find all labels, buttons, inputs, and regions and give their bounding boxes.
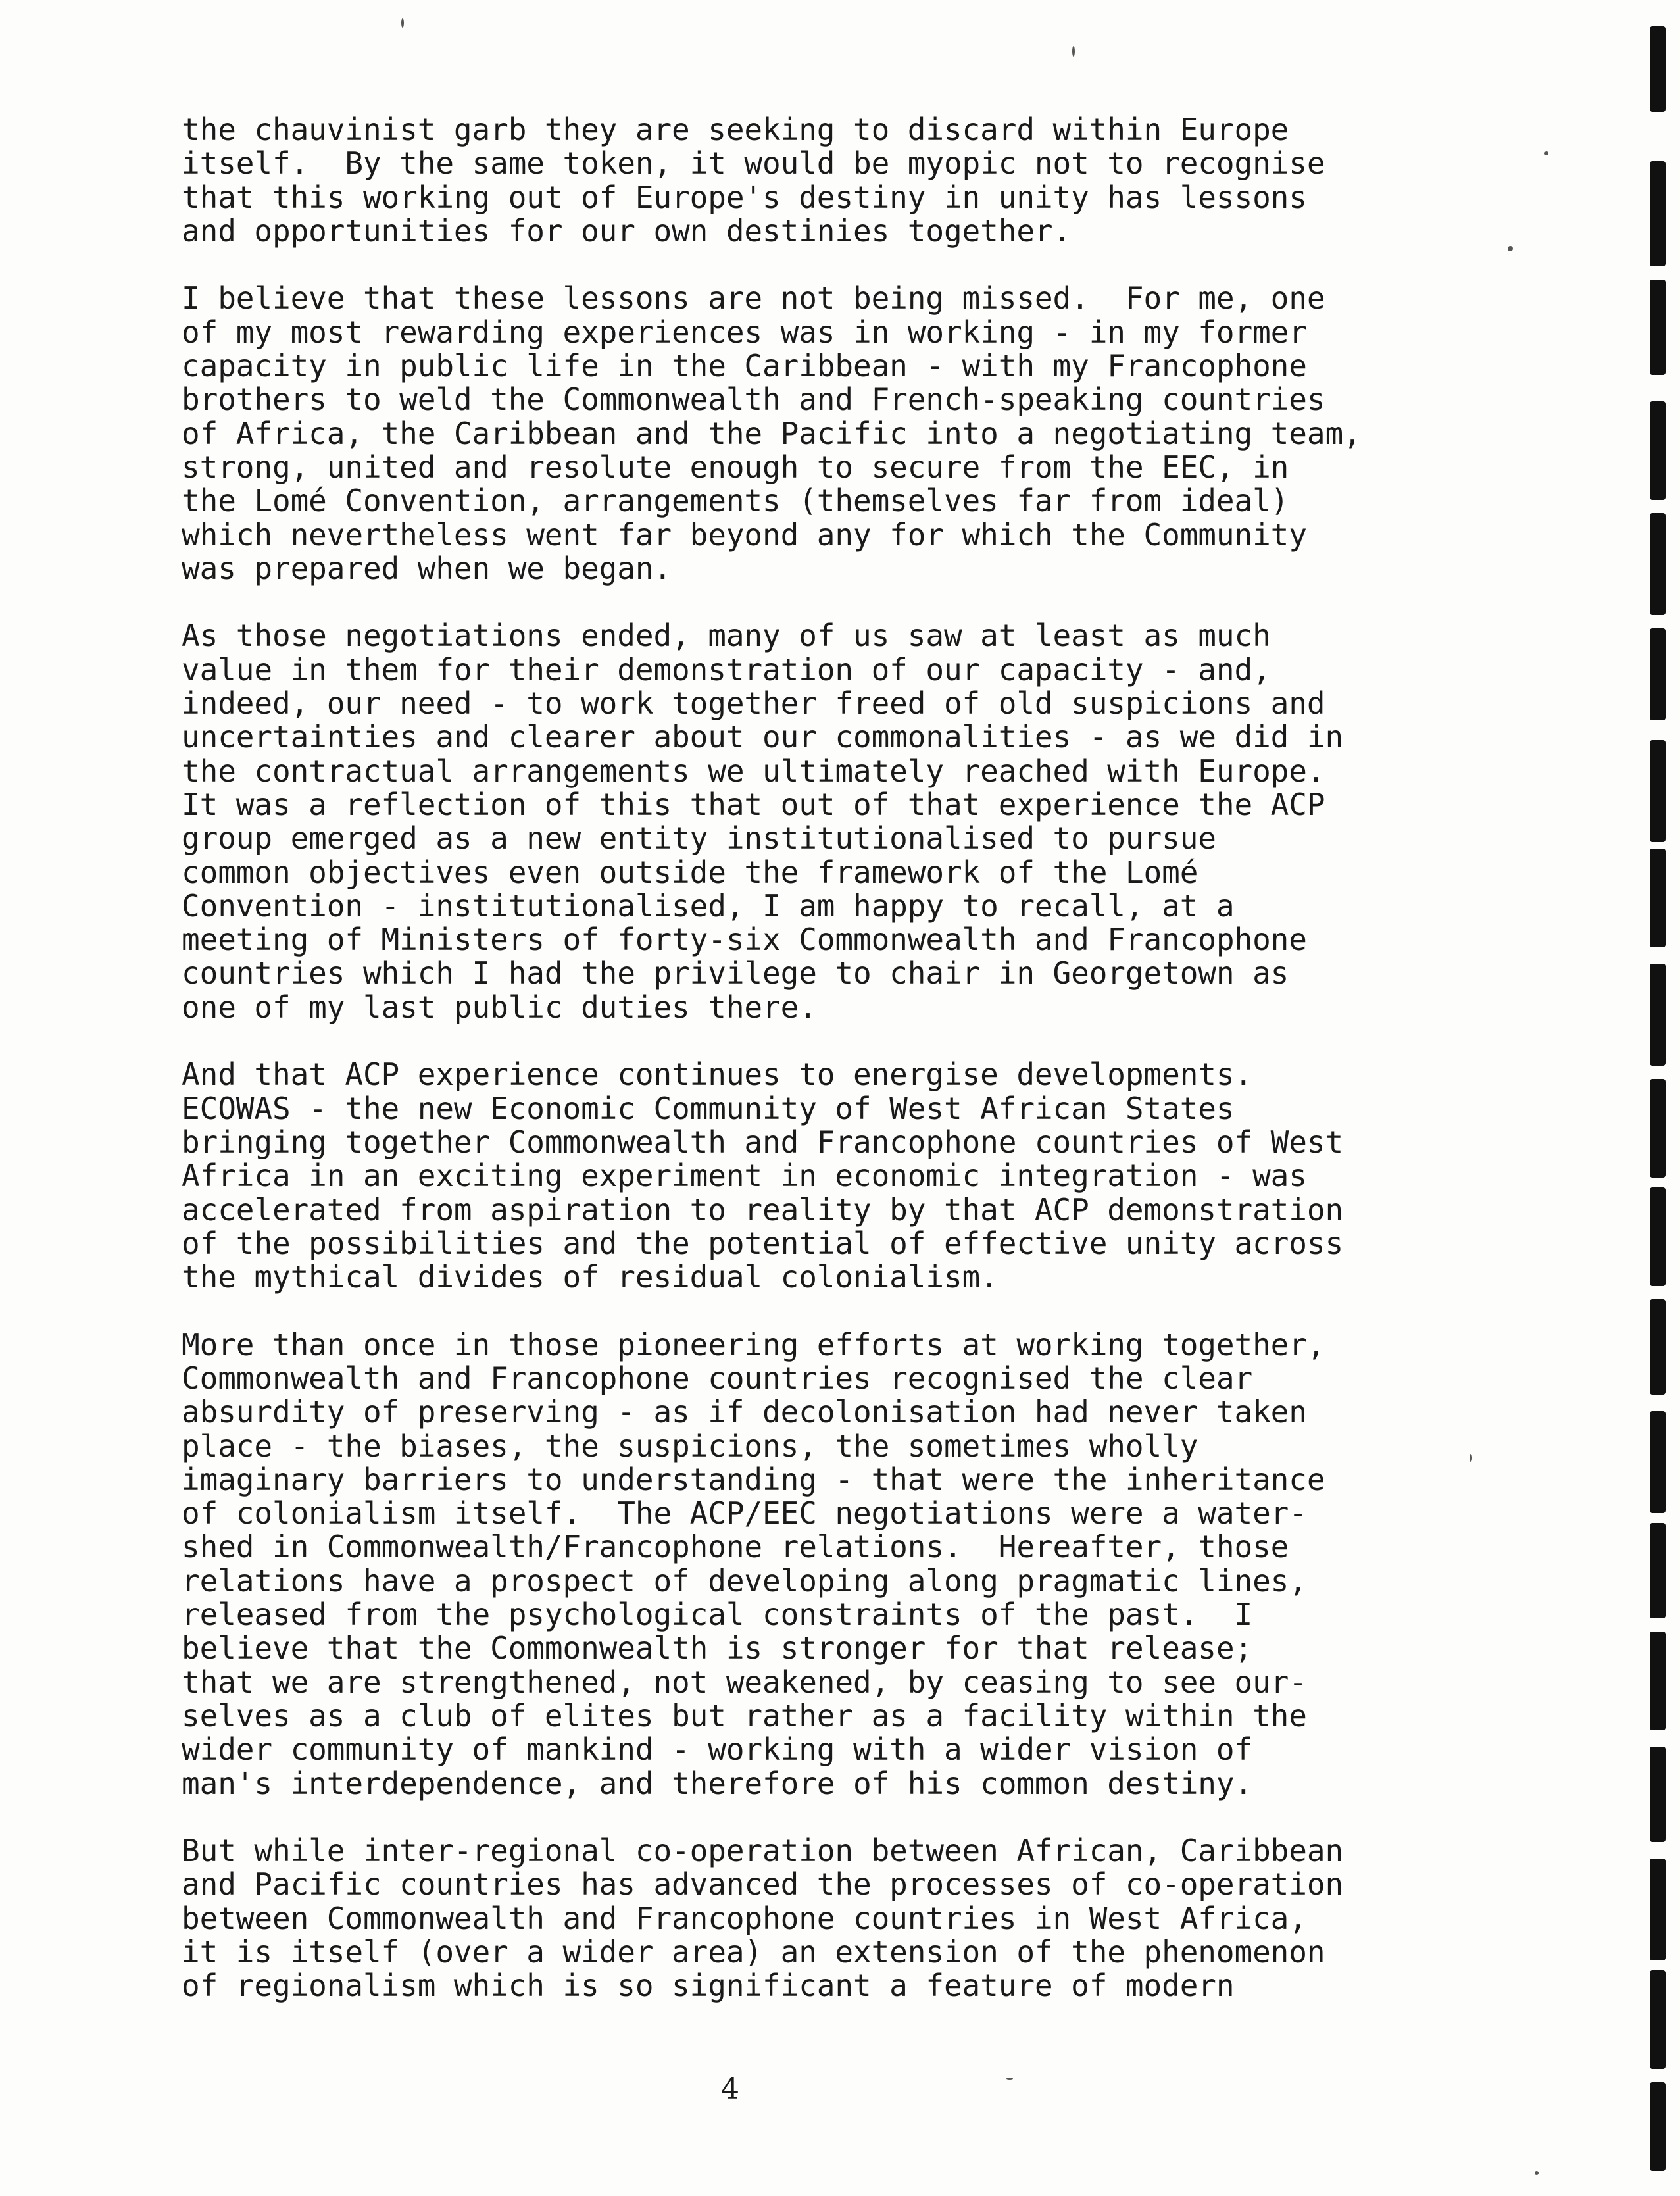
text-line: man's interdependence, and therefore of his common destiny. xyxy=(182,1765,1253,1801)
body-text xyxy=(182,113,1497,2003)
text-line: of Africa, the Caribbean and the Pacific into a negotiating team, xyxy=(182,415,1362,451)
text-line: of regionalism which is so significant a feature of modern xyxy=(182,1968,1235,2004)
scan-speck xyxy=(401,18,404,28)
text-line: it is itself (over a wider area) an extension of the phenomenon xyxy=(182,1934,1325,1970)
binding-mark xyxy=(1650,849,1666,947)
text-line: Africa in an exciting experiment in economic integration - was xyxy=(182,1158,1307,1194)
text-line: value in them for their demonstration of our capacity - and, xyxy=(182,651,1271,687)
text-line: wider community of mankind - working with a wider vision of xyxy=(182,1732,1253,1768)
scan-speck xyxy=(1508,246,1513,251)
text-line: between Commonwealth and Francophone countries in West Africa, xyxy=(182,1900,1307,1936)
text-line: selves as a club of elites but rather as a facility within the xyxy=(182,1697,1307,1734)
text-line: absurdity of preserving - as if decolonisation had never taken xyxy=(182,1394,1307,1430)
paragraph xyxy=(182,1328,1497,1801)
text-line: and Pacific countries has advanced the processes of co-operation xyxy=(182,1866,1344,1903)
text-line: But while inter-regional co-operation between African, Caribbean xyxy=(182,1833,1344,1869)
binding-mark xyxy=(1650,1187,1666,1286)
binding-mark xyxy=(1650,628,1666,720)
binding-mark xyxy=(1650,1632,1666,1730)
text-line: that this working out of Europe's destiny in unity has lessons xyxy=(182,179,1307,215)
text-line: that we are strengthened, not weakened, by ceasing to see our- xyxy=(182,1664,1307,1700)
text-line: the chauvinist garb they are seeking to discard within Europe xyxy=(182,112,1289,147)
text-line: More than once in those pioneering efforts at working together, xyxy=(182,1326,1325,1362)
text-line: was prepared when we began. xyxy=(182,550,672,586)
scan-speck xyxy=(1470,1454,1472,1462)
binding-mark xyxy=(1650,280,1666,375)
paragraph xyxy=(182,113,1497,248)
text-line: meeting of Ministers of forty-six Commonwealth and Francophone xyxy=(182,922,1307,958)
text-line: accelerated from aspiration to reality by that ACP demonstration xyxy=(182,1191,1344,1228)
text-line: shed in Commonwealth/Francophone relations. Hereafter, those xyxy=(182,1529,1289,1565)
text-line: It was a reflection of this that out of that experience the ACP xyxy=(182,786,1325,822)
text-line: the contractual arrangements we ultimately reached with Europe. xyxy=(182,753,1325,789)
binding-mark xyxy=(1650,1411,1666,1513)
text-line: of colonialism itself. The ACP/EEC negotiations were a water- xyxy=(182,1495,1307,1532)
binding-mark xyxy=(1650,1079,1666,1178)
scan-speck xyxy=(1006,2078,1013,2080)
binding-mark xyxy=(1650,964,1666,1066)
binding-mark xyxy=(1650,1299,1666,1395)
binding-mark xyxy=(1650,26,1666,112)
scan-speck xyxy=(1072,46,1075,57)
text-line: itself. By the same token, it would be myopic not to recognise xyxy=(182,145,1325,182)
text-line: strong, united and resolute enough to secure from the EEC, in xyxy=(182,449,1289,485)
binding-mark xyxy=(1650,1523,1666,1618)
text-line: relations have a prospect of developing along pragmatic lines, xyxy=(182,1562,1307,1599)
text-line: bringing together Commonwealth and Francophone countries of West xyxy=(182,1124,1344,1160)
page-number: 4 xyxy=(721,2072,739,2106)
text-line: group emerged as a new entity institutionalised to pursue xyxy=(182,820,1216,857)
text-line: which nevertheless went far beyond any for which the Community xyxy=(182,516,1307,553)
paragraph xyxy=(182,1834,1497,2003)
text-line: indeed, our need - to work together freed of old suspicions and xyxy=(182,686,1325,722)
binding-mark xyxy=(1650,161,1666,266)
text-line: imaginary barriers to understanding - that were the inheritance xyxy=(182,1461,1325,1497)
binding-mark xyxy=(1650,401,1666,500)
text-line: place - the biases, the suspicions, the sometimes wholly xyxy=(182,1428,1198,1464)
text-line: of my most rewarding experiences was in working - in my former xyxy=(182,314,1307,350)
text-line: Commonwealth and Francophone countries recognised the clear xyxy=(182,1360,1253,1396)
text-line: one of my last public duties there. xyxy=(182,989,817,1025)
text-line: brothers to weld the Commonwealth and French-speaking countries xyxy=(182,382,1325,418)
binding-mark xyxy=(1650,1859,1666,1960)
text-line: uncertainties and clearer about our commonalities - as we did in xyxy=(182,719,1344,755)
text-line: and opportunities for our own destinies together. xyxy=(182,212,1072,249)
binding-mark xyxy=(1650,740,1666,842)
binding-mark xyxy=(1650,1747,1666,1842)
text-line: And that ACP experience continues to energise developments. xyxy=(182,1057,1253,1093)
binding-mark xyxy=(1650,2082,1666,2171)
paragraph xyxy=(182,1058,1497,1294)
text-line: common objectives even outside the framework of the Lomé xyxy=(182,854,1198,890)
text-line: Convention - institutionalised, I am happy to recall, at a xyxy=(182,887,1235,924)
text-line: ECOWAS - the new Economic Community of West African States xyxy=(182,1090,1235,1126)
text-line: released from the psychological constraints of the past. I xyxy=(182,1597,1253,1633)
binding-mark xyxy=(1650,513,1666,615)
text-line: the mythical divides of residual colonialism. xyxy=(182,1259,999,1295)
scan-speck xyxy=(1544,151,1548,155)
scan-speck xyxy=(1535,2171,1539,2175)
paragraph xyxy=(182,282,1497,586)
text-line: of the possibilities and the potential of effective unity across xyxy=(182,1225,1344,1261)
text-line: countries which I had the privilege to chair in Georgetown as xyxy=(182,955,1289,991)
text-line: As those negotiations ended, many of us saw at least as much xyxy=(182,618,1271,654)
text-line: the Lomé Convention, arrangements (themselves far from ideal) xyxy=(182,483,1289,519)
binding-mark xyxy=(1650,1970,1666,2069)
text-line: capacity in public life in the Caribbean - with my Francophone xyxy=(182,348,1307,384)
paragraph xyxy=(182,619,1497,1024)
text-line: believe that the Commonwealth is stronger for that release; xyxy=(182,1630,1253,1666)
text-line: I believe that these lessons are not being missed. For me, one xyxy=(182,280,1325,316)
